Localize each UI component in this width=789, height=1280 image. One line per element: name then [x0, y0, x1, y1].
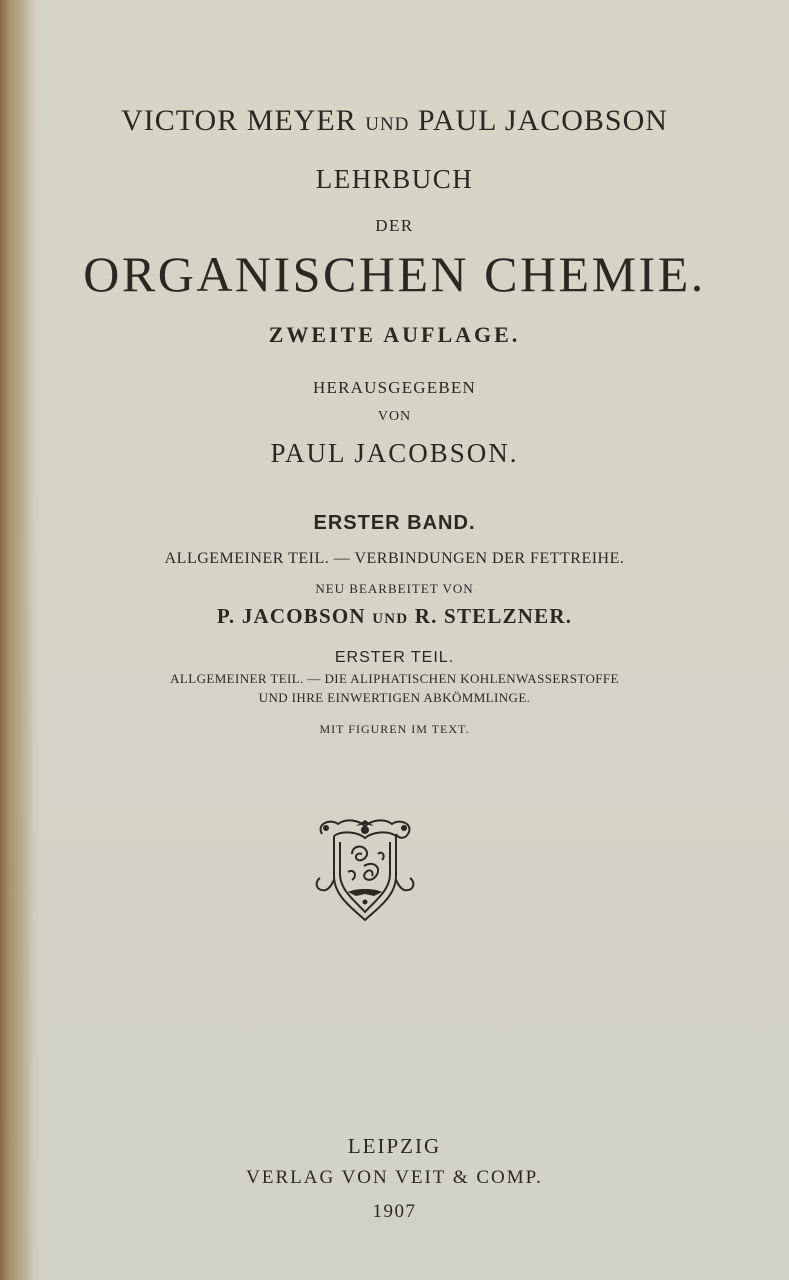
- volume-subtitle: ALLGEMEINER TEIL. — VERBINDUNGEN DER FETTREIHE.: [164, 550, 625, 567]
- coauthors-und: UND: [372, 611, 409, 627]
- von-line: VON: [377, 409, 412, 424]
- figures-note: MIT FIGUREN IM TEXT.: [319, 722, 470, 736]
- herausgegeben-line: HERAUSGEGEBEN: [313, 378, 476, 397]
- authors-und: UND: [365, 114, 410, 135]
- lehrbuch-heading: LEHRBUCH: [315, 164, 474, 194]
- author-paul-jacobson: PAUL JACOBSON: [417, 104, 668, 137]
- editor-name: PAUL JACOBSON.: [270, 438, 519, 468]
- coauthors-line: [0, 604, 789, 629]
- authors-line: [0, 104, 789, 138]
- publication-year: 1907: [372, 1201, 417, 1222]
- volume-heading: ERSTER BAND.: [313, 512, 476, 534]
- author-victor-meyer: VICTOR MEYER: [121, 104, 357, 137]
- part-subtitle-line1: ALLGEMEINER TEIL. — DIE ALIPHATISCHEN KOHLENWASSERSTOFFE: [170, 671, 619, 686]
- edition-line: ZWEITE AUFLAGE.: [268, 322, 521, 347]
- coauthor-stelzner: R. STELZNER.: [414, 604, 573, 628]
- coauthor-jacobson: P. JACOBSON: [216, 604, 366, 628]
- part-subtitle-line2: UND IHRE EINWERTIGEN ABKÖMMLINGE.: [258, 690, 531, 705]
- publisher-crest-icon: [312, 816, 418, 924]
- der-word: DER: [375, 216, 414, 235]
- publisher-line: VERLAG VON VEIT & COMP.: [246, 1167, 543, 1188]
- part-heading: ERSTER TEIL.: [334, 649, 455, 666]
- publication-city: LEIPZIG: [347, 1134, 442, 1158]
- main-title: ORGANISCHEN CHEMIE.: [83, 246, 706, 302]
- revised-by-line: NEU BEARBEITET VON: [315, 581, 474, 596]
